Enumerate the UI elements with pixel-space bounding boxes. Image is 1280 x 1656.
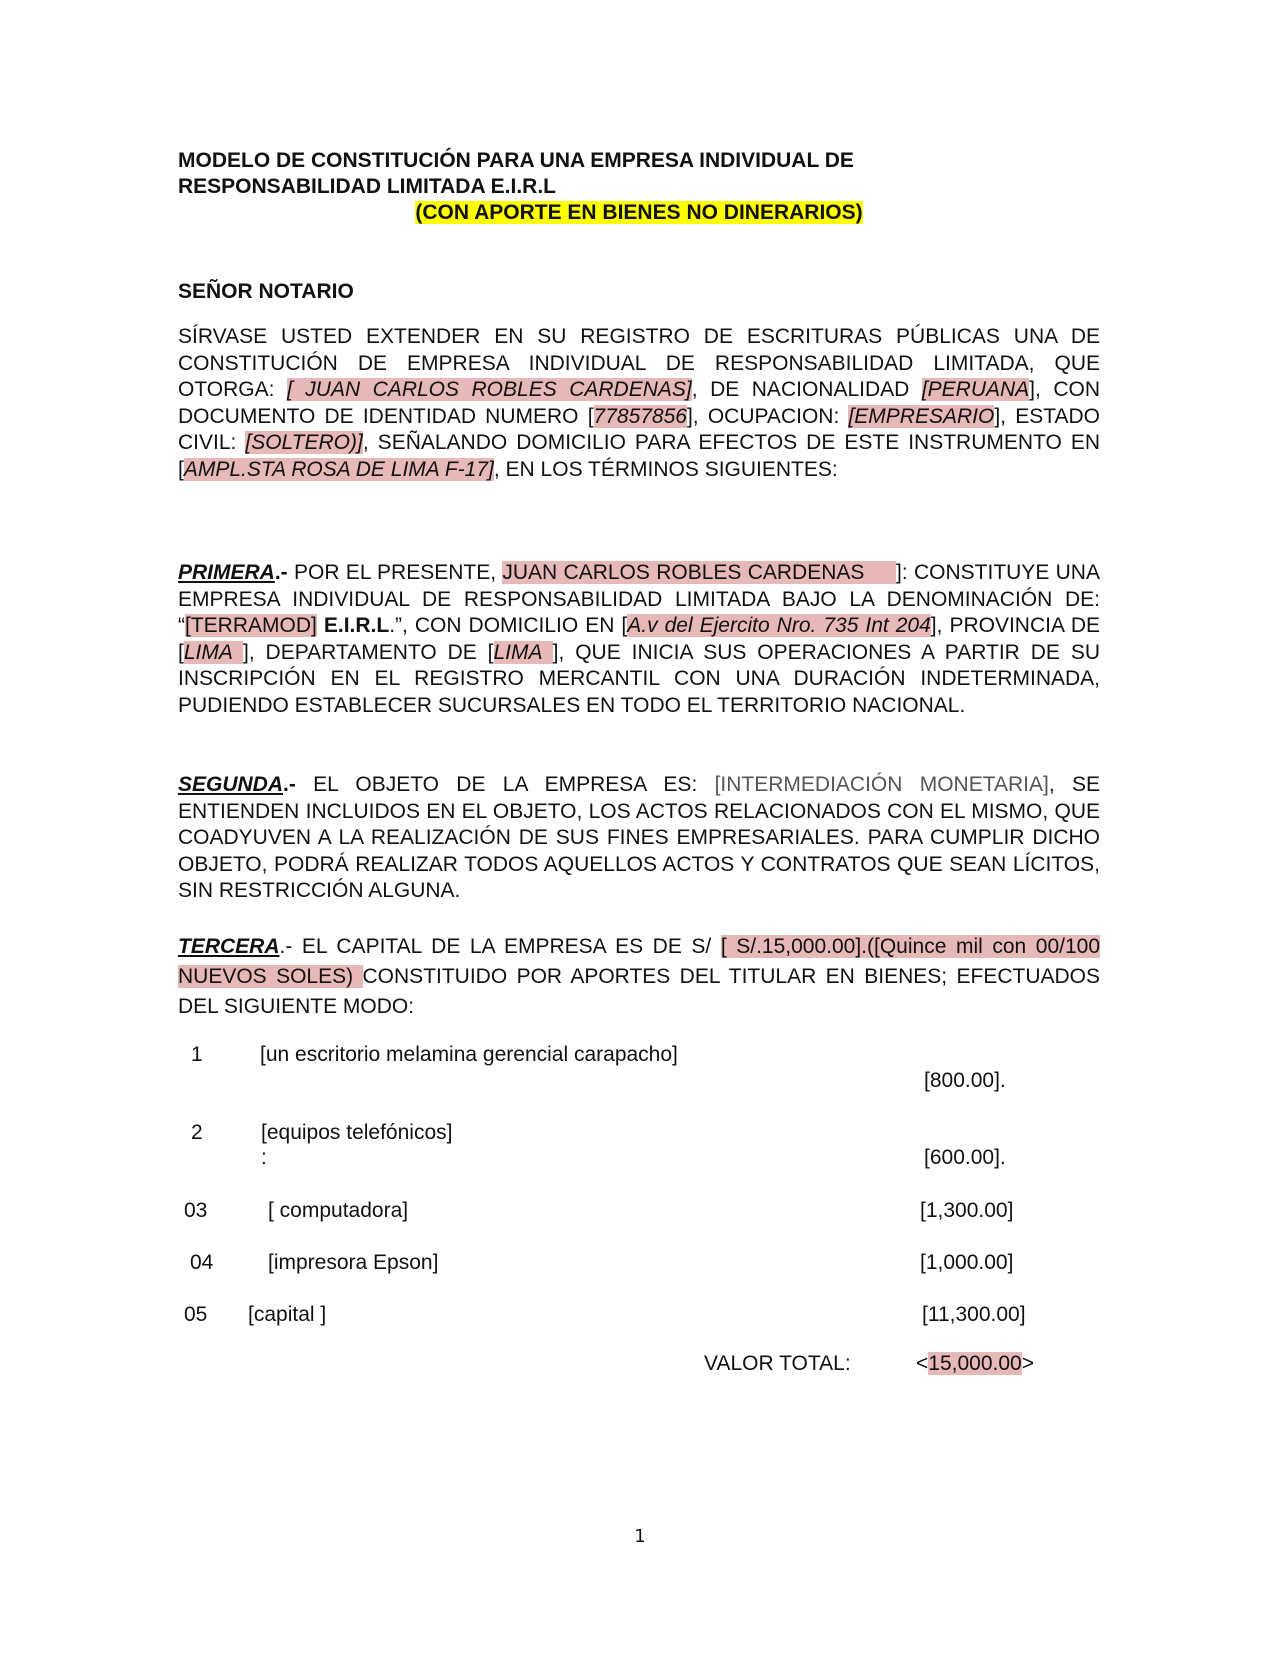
department: LIMA bbox=[493, 640, 553, 664]
item-number: 03 bbox=[184, 1199, 208, 1222]
total-open: < bbox=[916, 1352, 929, 1375]
clause-text: EL OBJETO DE LA EMPRESA ES: bbox=[295, 773, 715, 796]
item-number: 2 bbox=[191, 1121, 203, 1144]
item-description: [impresora Epson] bbox=[268, 1251, 439, 1274]
clause-text: ], PROVINCIA DE [ bbox=[178, 614, 1100, 664]
occupation: [EMPRESARIO bbox=[848, 404, 995, 428]
clause-text: .”, CON DOMICILIO EN [ bbox=[389, 614, 628, 637]
company-suffix: E.I.R.L bbox=[316, 614, 390, 637]
clause-text: EL CAPITAL DE LA EMPRESA ES DE S/ bbox=[292, 935, 721, 958]
owner-name: JUAN CARLOS ROBLES CARDENAS bbox=[502, 561, 865, 584]
clause-text: POR EL PRESENTE, bbox=[287, 561, 503, 584]
intro-paragraph bbox=[178, 324, 1100, 483]
item-value: [1,300.00] bbox=[920, 1199, 1014, 1222]
total-close: > bbox=[1021, 1352, 1034, 1375]
intro-text: , EN LOS TÉRMINOS SIGUIENTES: bbox=[493, 457, 838, 481]
item-value: [11,300.00] bbox=[922, 1303, 1026, 1326]
clause-primera bbox=[178, 560, 1100, 719]
clause-text: ], QUE INICIA SUS OPERACIONES A PARTIR DE SU INSCRIPCIÓN EN EL REGISTRO MERCANTIL CON UNA DURACIÓN INDETERMINADA, PUDIENDO ESTABLECER SUCURSALES EN TODO EL TERRITORIO NACIONAL. bbox=[178, 640, 1100, 717]
nationality: [PERUANA bbox=[921, 378, 1030, 401]
intro-text: , SEÑALANDO DOMICILIO PARA EFECTOS DE ESTE INSTRUMENTO EN [ bbox=[178, 431, 1101, 481]
intro-text: , DE NACIONALIDAD bbox=[691, 378, 922, 401]
province: LIMA bbox=[183, 640, 243, 664]
clause-separator: .- bbox=[283, 773, 296, 796]
item-value: [1,000.00] bbox=[920, 1251, 1014, 1274]
subtitle-container bbox=[178, 200, 1100, 226]
clause-separator: .- bbox=[279, 935, 293, 958]
intro-text: SÍRVASE USTED EXTENDER EN SU REGISTRO DE ESCRITURAS PÚBLICAS UNA DE CONSTITUCIÓN DE EMPRESA INDIVIDUAL DE RESPONSABILIDAD LIMITADA, QUE OTORGA: bbox=[178, 325, 1100, 401]
total-value-group bbox=[916, 1352, 1034, 1376]
item-number: 1 bbox=[191, 1043, 203, 1066]
grantor-name: [ JUAN CARLOS ROBLES CARDENAS] bbox=[286, 378, 692, 401]
company-object: [INTERMEDIACIÓN MONETARIA] bbox=[714, 773, 1049, 796]
title-line-1: MODELO DE CONSTITUCIÓN PARA UNA EMPRESA INDIVIDUAL DE bbox=[178, 149, 854, 172]
clause-label: PRIMERA bbox=[178, 561, 275, 584]
civil-status: [SOLTERO)] bbox=[245, 431, 363, 454]
item-extra: : bbox=[261, 1146, 267, 1169]
subtitle: (CON APORTE EN BIENES NO DINERARIOS) bbox=[415, 201, 863, 224]
page-number: 1 bbox=[634, 1526, 646, 1547]
company-name: [TERRAMOD] bbox=[185, 614, 317, 637]
clause-label: SEGUNDA bbox=[178, 773, 284, 796]
id-number: 77857856 bbox=[593, 404, 687, 428]
clause-text: CONSTITUIDO POR APORTES DEL TITULAR EN BIENES; EFECTUADOS DEL SIGUIENTE MODO: bbox=[178, 965, 1101, 1018]
clause-label: TERCERA bbox=[178, 935, 280, 958]
addressee: SEÑOR NOTARIO bbox=[178, 280, 354, 303]
capital-amount: [ S/.15,000.00].([Quince mil con 00/100 NUEVOS SOLES) bbox=[178, 935, 1101, 988]
clause-tercera bbox=[178, 932, 1100, 1022]
clause-separator: .- bbox=[274, 561, 288, 584]
total-label: VALOR TOTAL: bbox=[704, 1352, 851, 1375]
item-value: [800.00]. bbox=[924, 1069, 1006, 1092]
total-value: 15,000.00 bbox=[928, 1352, 1022, 1375]
clause-text: ], DEPARTAMENTO DE [ bbox=[242, 640, 494, 664]
company-domicile: A.v del Ejercito Nro. 735 Int 204 bbox=[627, 614, 931, 637]
item-number: 05 bbox=[184, 1303, 208, 1326]
item-description: [equipos telefónicos] bbox=[261, 1121, 453, 1144]
intro-text: ], CON DOCUMENTO DE IDENTIDAD NUMERO [ bbox=[178, 378, 1101, 428]
clause-segunda bbox=[178, 772, 1100, 905]
intro-text: ], ESTADO CIVIL: bbox=[178, 404, 1100, 454]
intro-text: ], OCUPACION: bbox=[686, 404, 849, 428]
title-line-2: RESPONSABILIDAD LIMITADA E.I.R.L bbox=[178, 175, 556, 198]
item-number: 04 bbox=[190, 1251, 214, 1274]
item-value: [600.00]. bbox=[924, 1146, 1006, 1169]
clause-text: , SE ENTIENDEN INCLUIDOS EN EL OBJETO, LOS ACTOS RELACIONADOS CON EL MISMO, QUE COADYUVEN A LA REALIZACIÓN DE SUS FINES EMPRESARIALES. PARA CUMPLIR DICHO OBJETO, PODRÁ REALIZAR TODOS AQUELLOS ACTOS Y CONTRATOS QUE SEAN LÍCITOS, SIN RESTRICCIÓN ALGUNA. bbox=[178, 773, 1100, 902]
item-description: [ computadora] bbox=[268, 1199, 409, 1222]
grantor-address: AMPL.STA ROSA DE LIMA F-17] bbox=[183, 457, 494, 481]
item-description: [un escritorio melamina gerencial carapacho] bbox=[260, 1043, 678, 1066]
clause-text: ]: CONSTITUYE UNA EMPRESA INDIVIDUAL DE RESPONSABILIDAD LIMITADA BAJO LA DENOMINACIÓN DE: “ bbox=[178, 561, 1100, 637]
item-description: [capital ] bbox=[248, 1303, 327, 1326]
document-title bbox=[178, 148, 854, 200]
